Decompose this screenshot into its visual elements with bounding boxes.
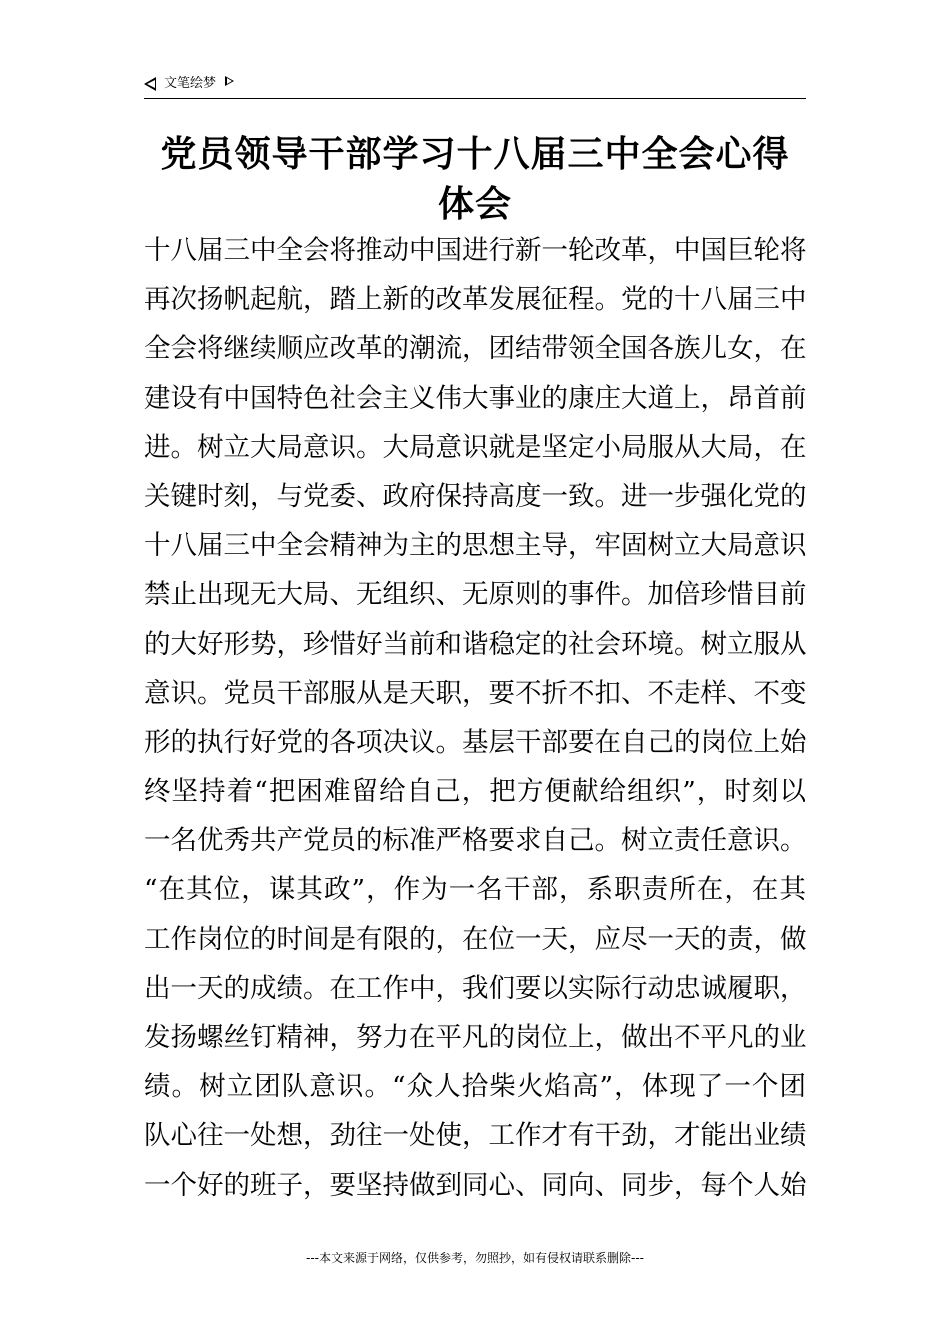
body-line: 进。树立大局意识。大局意识就是坚定小局服从大局，在: [144, 431, 807, 463]
body-line: 绩。树立团队意识。“众人拾柴火焰高”，体现了一个团: [144, 1071, 806, 1103]
triangle-right-icon: [225, 76, 234, 86]
body-line: “在其位，谋其政”，作为一名干部，系职责所在，在其: [144, 874, 806, 906]
brand: [144, 76, 234, 92]
body-line: 形的执行好党的各项决议。基层干部要在自己的岗位上始: [144, 726, 807, 758]
body-line: 终坚持着“把困难留给自己，把方便献给组织”，时刻以: [144, 776, 806, 808]
body-line: 关键时刻，与党委、政府保持高度一致。进一步强化党的: [144, 480, 807, 512]
document-body: [144, 226, 806, 1210]
body-line: 禁止出现无大局、无组织、无原则的事件。加倍珍惜目前: [144, 579, 807, 611]
body-line: 的大好形势，珍惜好当前和谐稳定的社会环境。树立服从: [144, 628, 807, 660]
page-header: [144, 74, 806, 99]
body-line: 队心往一处想，劲往一处使，工作才有干劲，才能出业绩: [144, 1120, 807, 1152]
body-line: 发扬螺丝钉精神，努力在平凡的岗位上，做出不平凡的业: [144, 1022, 807, 1053]
body-line: 意识。党员干部服从是天职，要不折不扣、不走样、不变: [144, 677, 807, 709]
body-line: 出一天的成绩。在工作中，我们要以实际行动忠诚履职，: [144, 972, 807, 1004]
body-line: 一个好的班子，要坚持做到同心、同向、同步，每个人始: [144, 1169, 807, 1201]
brand-text: 文笔绘梦: [164, 76, 217, 91]
body-line: 一名优秀共产党员的标准严格要求自己。树立责任意识。: [144, 825, 807, 857]
document-title: 党员领导干部学习十八届三中全会心得体会: [160, 134, 790, 225]
triangle-left-icon: [144, 77, 156, 91]
footer-disclaimer: ---本文来源于网络，仅供参考，勿照抄，如有侵权请联系删除---: [306, 1251, 644, 1265]
body-line: 十八届三中全会精神为主的思想主导，牢固树立大局意识: [144, 530, 807, 562]
body-line: 再次扬帆起航，踏上新的改革发展征程。党的十八届三中: [144, 284, 807, 316]
body-line: 十八届三中全会将推动中国进行新一轮改革，中国巨轮将: [144, 235, 807, 266]
body-line: 工作岗位的时间是有限的，在位一天，应尽一天的责，做: [144, 923, 807, 955]
body-line: 建设有中国特色社会主义伟大事业的康庄大道上，昂首前: [144, 382, 807, 414]
body-line: 全会将继续顺应改革的潮流，团结带领全国各族儿女，在: [144, 333, 807, 365]
